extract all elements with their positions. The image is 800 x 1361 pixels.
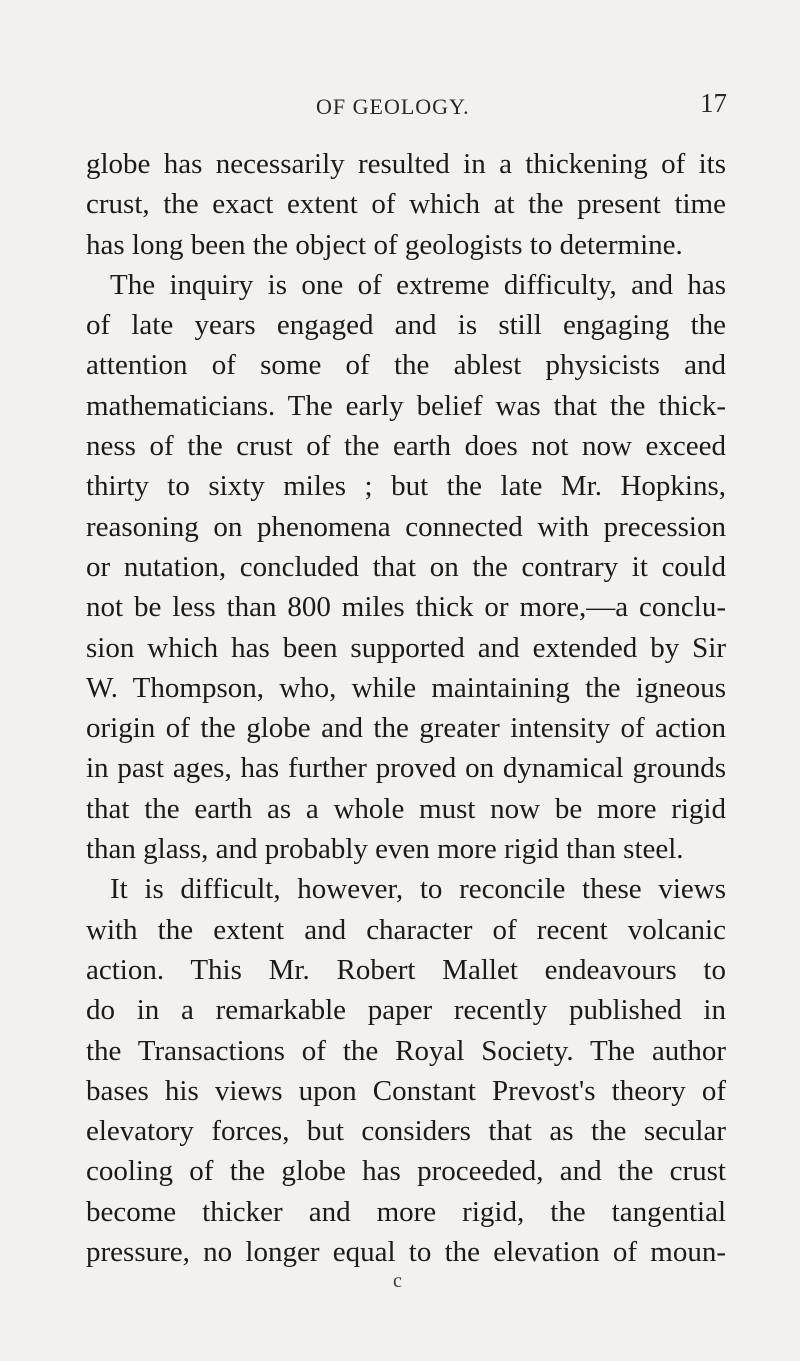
text-line: pressure, no longer equal to the elevation of moun- — [86, 1236, 726, 1269]
text-line: globe has necessarily resulted in a thickening of its — [86, 148, 726, 180]
text-line: action. This Mr. Robert Mallet endeavours to — [86, 953, 726, 986]
text-line: It is difficult, however, to reconcile these views — [110, 873, 726, 906]
signature-mark: c — [393, 1270, 402, 1292]
text-line: with the extent and character of recent volcanic — [86, 913, 726, 946]
text-line: The inquiry is one of extreme difficulty, and has — [110, 268, 726, 301]
text-line: bases his views upon Constant Prevost's theory of — [86, 1074, 726, 1107]
text-line: that the earth as a whole must now be more rigid — [86, 792, 726, 825]
running-head — [0, 88, 800, 128]
text-line: become thicker and more rigid, the tangential — [86, 1195, 726, 1228]
text-line: W. Thompson, who, while maintaining the igneous — [86, 671, 726, 704]
text-line: do in a remarkable paper recently published in — [86, 994, 726, 1027]
text-line: sion which has been supported and extended by Sir — [86, 631, 726, 664]
text-line: elevatory forces, but considers that as the secular — [86, 1115, 726, 1148]
text-line: crust, the exact extent of which at the present time — [86, 188, 726, 221]
text-line: than glass, and probably even more rigid than steel. — [86, 833, 684, 866]
text-line: origin of the globe and the greater intensity of action — [86, 712, 726, 745]
text-line: mathematicians. The early belief was that the thick- — [86, 389, 726, 422]
text-line: cooling of the globe has proceeded, and the crust — [86, 1155, 726, 1188]
text-line: has long been the object of geologists to determine. — [86, 228, 683, 261]
text-line: not be less than 800 miles thick or more,—a conclu- — [86, 591, 726, 624]
running-title: OF GEOLOGY. — [316, 94, 470, 119]
text-line: attention of some of the ablest physicists and — [86, 349, 726, 382]
page-number: 17 — [700, 88, 727, 118]
text-line: the Transactions of the Royal Society. The author — [86, 1034, 726, 1067]
text-line: thirty to sixty miles ; but the late Mr. Hopkins, — [86, 470, 726, 503]
text-line: or nutation, concluded that on the contrary it could — [86, 550, 726, 583]
text-line: reasoning on phenomena connected with precession — [86, 510, 726, 543]
text-line: ness of the crust of the earth does not now exceed — [86, 430, 726, 463]
text-line: of late years engaged and is still engaging the — [86, 309, 726, 342]
text-line: in past ages, has further proved on dynamical grounds — [86, 752, 726, 785]
body-text — [86, 144, 726, 1272]
